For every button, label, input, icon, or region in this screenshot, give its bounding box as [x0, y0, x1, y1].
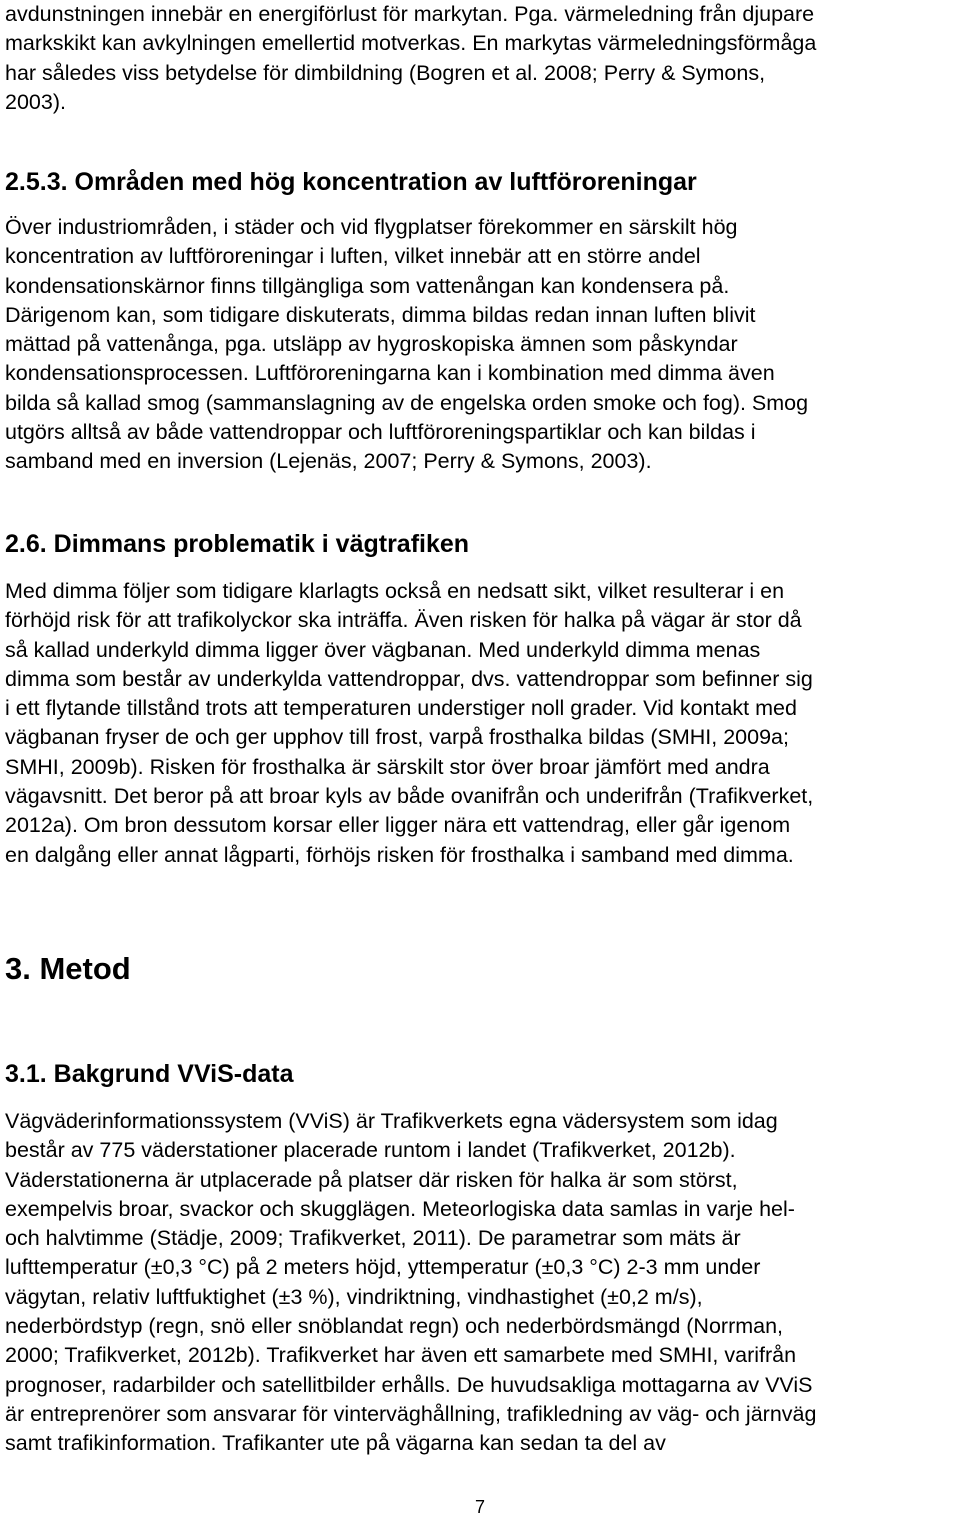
text-line: 2003).: [5, 89, 66, 114]
text-line: avdunstningen innebär en energiförlust för markytan. Pga. värmeledning från djupare: [5, 2, 815, 26]
text-line: nederbördstyp (regn, snö eller snöblandat regn) och nederbördsmängd (Norrman,: [5, 1314, 784, 1339]
text-line: 2012a). Om bron dessutom korsar eller ligger nära ett vattendrag, eller går igenom: [5, 813, 791, 838]
text-line: består av 775 väderstationer placerade runtom i landet (Trafikverket, 2012b).: [5, 1138, 736, 1163]
text-line: och halvtimme (Städje, 2009; Trafikverket, 2011). De parametrar som mäts är: [5, 1226, 741, 1251]
text-line: Därigenom kan, som tidigare diskuterats, dimma bildas redan innan luften blivit: [5, 302, 756, 327]
text-line: vägavsnitt. Det beror på att broar kyls av både ovanifrån och underifrån (Trafikverket,: [5, 784, 814, 809]
text-line: så kallad underkyld dimma ligger över vägbanan. Med underkyld dimma menas: [5, 637, 761, 662]
heading-3-1: 3.1. Bakgrund VViS-data: [5, 1060, 294, 1088]
text-line: samt trafikinformation. Trafikanter ute på vägarna kan sedan ta del av: [5, 1431, 666, 1456]
text-line: utgörs alltså av både vattendroppar och luftföroreningspartiklar och kan bildas i: [5, 420, 756, 445]
text-line: i ett flytande tillstånd trots att temperaturen understiger noll grader. Vid kontakt med: [5, 696, 797, 721]
text-line: bilda så kallad smog (sammanslagning av de engelska orden smoke och fog). Smog: [5, 390, 809, 415]
text-line: Över industriområden, i städer och vid flygplatser förekommer en särskilt hög: [5, 215, 738, 239]
text-line: exempelvis broar, svackor och skugglägen. Meteorlogiska data samlas in varje hel-: [5, 1196, 795, 1221]
heading-2-5-3: 2.5.3. Områden med hög koncentration av luftföroreningar: [5, 168, 697, 196]
text-line: har således viss betydelse för dimbildning (Bogren et al. 2008; Perry & Symons,: [5, 60, 766, 85]
intro-paragraph: [5, 0, 816, 117]
text-line: SMHI, 2009b). Risken för frosthalka är särskilt stor över broar jämfört med andra: [5, 754, 770, 779]
heading-3-metod: 3. Metod: [5, 951, 131, 986]
text-line: Vägväderinformationssystem (VViS) är Trafikverkets egna vädersystem som idag: [5, 1109, 778, 1133]
text-line: förhöjd risk för att trafikolyckor ska inträffa. Även risken för halka på vägar är stor då: [5, 608, 802, 633]
page-number: 7: [474, 1497, 485, 1517]
text-line: dimma som består av underkylda vattendroppar, dvs. vattendroppar som befinner sig: [5, 666, 813, 691]
text-line: koncentration av luftföroreningar i luften, vilket innebär att en större andel: [5, 244, 701, 269]
text-line: markskikt kan avkylningen emellertid motverkas. En markytas värmeledningsförmåga: [5, 31, 817, 56]
paragraph-2-5-3: [5, 213, 808, 477]
text-line: prognoser, radarbilder och satellitbilder erhålls. De huvudsakliga mottagarna av VViS: [5, 1372, 813, 1397]
text-line: vägytan, relativ luftfuktighet (±3 %), vindriktning, vindhastighet (±0,2 m/s),: [5, 1284, 703, 1309]
text-line: vägbanan fryser de och ger upphov till frost, varpå frosthalka bildas (SMHI, 2009a;: [5, 725, 789, 750]
text-line: Väderstationerna är utplacerade på platser där risken för halka är som störst,: [5, 1167, 738, 1192]
text-line: är entreprenörer som ansvarar för vinterväghållning, trafikledning av väg- och järnväg: [5, 1401, 817, 1426]
heading-2-6: 2.6. Dimmans problematik i vägtrafiken: [5, 530, 470, 558]
paragraph-2-6: [5, 577, 813, 870]
text-line: Med dimma följer som tidigare klarlagts också en nedsatt sikt, vilket resulterar i en: [5, 579, 785, 603]
text-line: lufttemperatur (±0,3 °C) på 2 meters höjd, yttemperatur (±0,3 °C) 2-3 mm under: [5, 1255, 761, 1280]
text-line: kondensationskärnor finns tillgängliga som vattenångan kan kondensera på.: [5, 273, 730, 298]
text-line: 2000; Trafikverket, 2012b). Trafikverket har även ett samarbete med SMHI, varifrån: [5, 1343, 797, 1368]
text-line: en dalgång eller annat lågparti, förhöjs risken för frosthalka i samband med dimma.: [5, 842, 794, 867]
text-line: kondensationsprocessen. Luftföroreningarna kan i kombination med dimma även: [5, 361, 775, 386]
text-line: mättad på vattenånga, pga. utsläpp av hygroskopiska ämnen som påskyndar: [5, 332, 738, 357]
paragraph-3-1: [5, 1107, 816, 1459]
text-line: samband med en inversion (Lejenäs, 2007; Perry & Symons, 2003).: [5, 449, 652, 474]
